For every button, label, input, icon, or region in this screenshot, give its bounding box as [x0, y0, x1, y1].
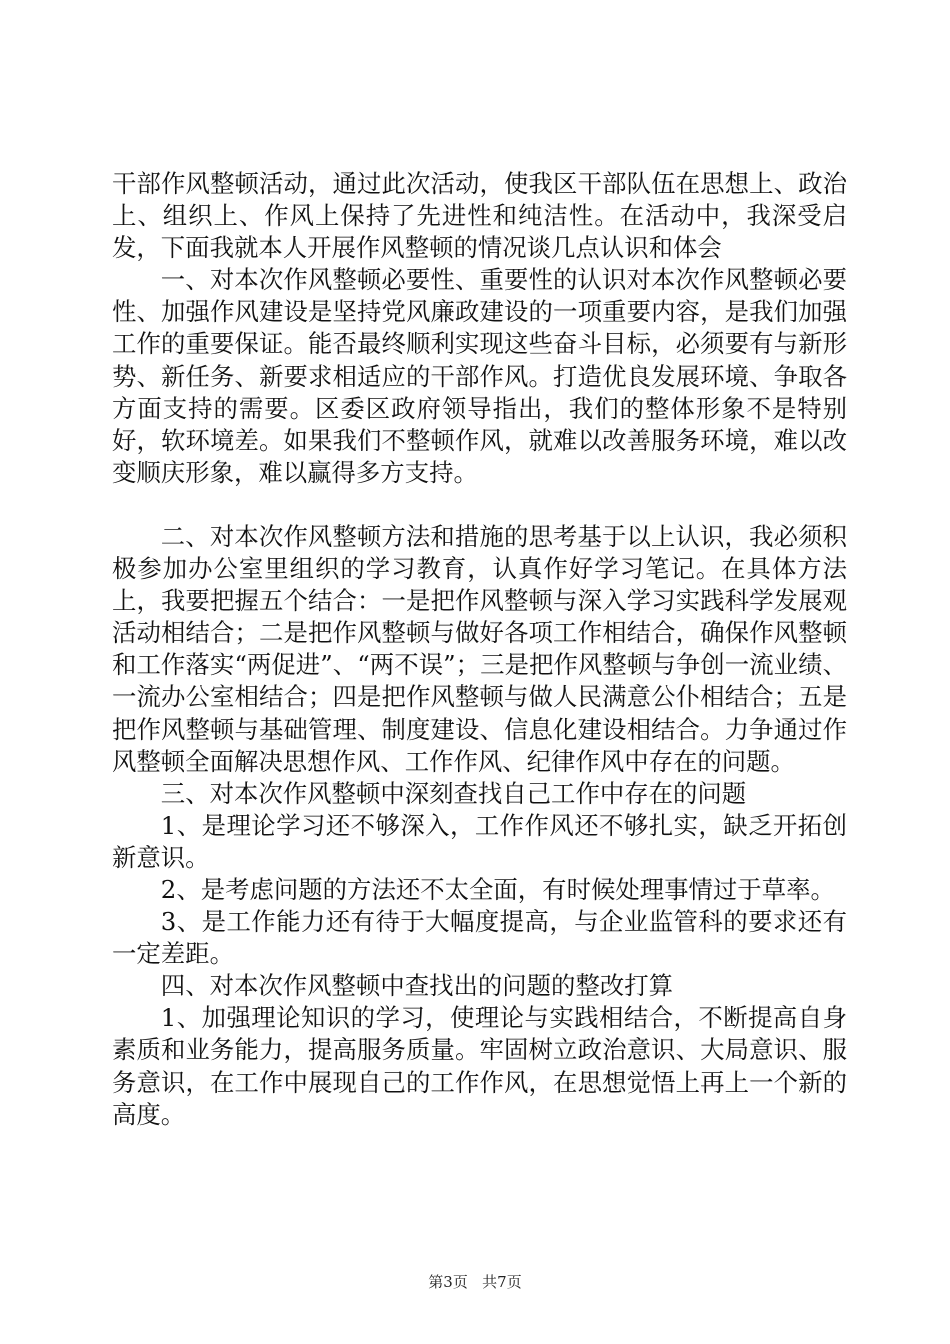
heading-section-three: 三、对本次作风整顿中深刻查找自己工作中存在的问题 [160, 778, 747, 808]
page-separator [473, 1273, 478, 1291]
paragraph-section-two: 二、对本次作风整顿方法和措施的思考基于以上认识，我必须积极参加办公室里组织的学习教育，认真作好学习笔记。在具体方法上，我要把握五个结合：一是把作风整顿与深入学习实践科学发展观活动相结合；二是把作风整顿与做好各项工作相结合，确保作风整顿和工作落实“两促进”、“两不误”；三是把作风整顿与争创一流业绩、一流办公室相结合；四是把作风整顿与做人民满意公仆相结合；五是把作风整顿与基础管理、制度建设、信息化建设相结合。力争通过作风整顿全面解决思想作风、工作作风、纪律作风中存在的问题。 [112, 521, 847, 776]
page-number: 第3页 [428, 1273, 468, 1291]
paragraph-intro: 干部作风整顿活动，通过此次活动，使我区干部队伍在思想上、政治上、组织上、作风上保持了先进性和纯洁性。在活动中，我深受启发，下面我就本人开展作风整顿的情况谈几点认识和体会 [112, 169, 847, 263]
heading-section-four: 四、对本次作风整顿中查找出的问题的整改打算 [160, 971, 674, 1001]
list-item-problem-2: 2、是考虑问题的方法还不太全面，有时候处理事情过于草率。 [160, 874, 835, 904]
document-body [112, 168, 847, 1131]
list-item-plan-1: 1、加强理论知识的学习，使理论与实践相结合，不断提高自身素质和业务能力，提高服务质量。牢固树立政治意识、大局意识、服务意识，在工作中展现自己的工作作风，在思想觉悟上再上一个新的高度。 [112, 1003, 847, 1129]
list-item-problem-1: 1、是理论学习还不够深入，工作作风还不够扎实，缺乏开拓创新意识。 [112, 810, 847, 872]
paragraph-section-one: 一、对本次作风整顿必要性、重要性的认识对本次作风整顿必要性、加强作风建设是坚持党风廉政建设的一项重要内容，是我们加强工作的重要保证。能否最终顺利实现这些奋斗目标，必须要有与新形势、新任务、新要求相适应的干部作风。打造优良发展环境、争取各方面支持的需要。区委区政府领导指出，我们的整体形象不是特别好，软环境差。如果我们不整顿作风，就难以改善服务环境，难以改变顺庆形象，难以赢得多方支持。 [112, 265, 847, 487]
page-footer [0, 1272, 950, 1292]
page-total: 共7页 [482, 1273, 522, 1291]
list-item-problem-3: 3、是工作能力还有待于大幅度提高，与企业监管科的要求还有一定差距。 [112, 907, 847, 969]
